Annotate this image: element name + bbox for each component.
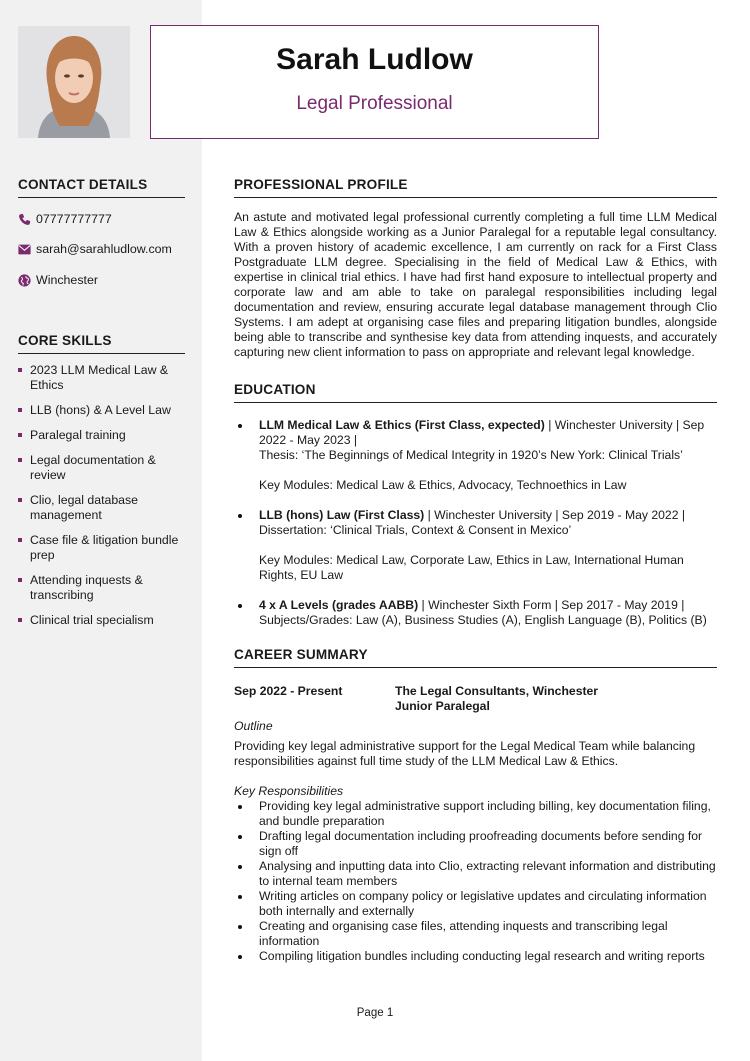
job-employer: The Legal Consultants, Winchester bbox=[395, 684, 599, 698]
edu-title: LLB (hons) Law (First Class) bbox=[259, 508, 425, 522]
list-item: Drafting legal documentation including proofreading documents before sending for sign off bbox=[234, 829, 717, 859]
list-item: 2023 LLM Medical Law & Ethics bbox=[18, 363, 186, 393]
name-header-box bbox=[150, 25, 599, 139]
location-text: Winchester bbox=[36, 273, 98, 287]
job-title: Junior Paralegal bbox=[395, 699, 490, 713]
email-icon bbox=[18, 243, 31, 256]
outline-text: Providing key legal administrative support for the Legal Medical Team while balancing responsibilities against full time study of the LLM Medical Law & Ethics. bbox=[234, 739, 696, 768]
profile-text: An astute and motivated legal professional currently completing a full time LLM Medical Law & Ethics alongside working as a Junior Paralegal for a reputable legal consultancy. With a proven history of academic excellence, I am currently on rack for a First Class Postgraduate LLM degree. Specialising in the field of Medical Law & Ethics, with expertise in clinical trial ethics. I have had first hand exposure to intellectual property and corporate law and am able to take on paralegal responsibilities including legal documentation and review, ensuring accurate legal database management through Clio Systems. I am adept at organising case files and preparing litigation bundles, alongside being able to transcribe and synthesise key data from attending inquests, and accurately capturing new client information to pass on appropriate and relevant legal knowledge. bbox=[234, 210, 717, 359]
career-heading: CAREER SUMMARY bbox=[234, 646, 717, 668]
skills-list bbox=[18, 363, 186, 638]
job-date: Sep 2022 - Present bbox=[234, 684, 343, 698]
edu-thesis: Thesis: ‘The Beginnings of Medical Integrity in 1920’s New York: Clinical Trials’ bbox=[259, 448, 683, 462]
contact-phone bbox=[18, 212, 112, 227]
phone-icon bbox=[18, 213, 31, 226]
page-number: Page 1 bbox=[356, 1007, 394, 1019]
list-item: Clio, legal database management bbox=[18, 493, 186, 523]
edu-details: | Winchester University | Sep 2022 - May 2023 | bbox=[259, 418, 705, 447]
profile-section bbox=[234, 176, 717, 360]
skills-heading: CORE SKILLS bbox=[18, 332, 185, 354]
responsibilities-label: Key Responsibilities bbox=[234, 784, 344, 798]
list-item: Writing articles on company policy or legislative updates and circulating information both internally and externally bbox=[234, 889, 717, 919]
profile-heading: PROFESSIONAL PROFILE bbox=[234, 176, 717, 198]
list-item: Paralegal training bbox=[18, 428, 186, 443]
candidate-name: Sarah Ludlow bbox=[276, 43, 473, 76]
phone-text[interactable]: 07777777777 bbox=[36, 212, 112, 226]
profile-photo bbox=[18, 26, 130, 138]
list-item: Creating and organising case files, attending inquests and transcribing legal information bbox=[234, 919, 717, 949]
globe-icon bbox=[18, 274, 31, 287]
education-heading: EDUCATION bbox=[234, 381, 717, 403]
contact-location bbox=[18, 273, 98, 288]
list-item bbox=[234, 508, 717, 583]
edu-details: | Winchester Sixth Form | Sep 2017 - May 2019 | bbox=[418, 598, 685, 612]
contact-heading: CONTACT DETAILS bbox=[18, 176, 185, 198]
list-item: Providing key legal administrative support including billing, key documentation filing, and bundle preparation bbox=[234, 799, 717, 829]
candidate-role: Legal Professional bbox=[296, 93, 453, 114]
email-text[interactable]: sarah@sarahludlow.com bbox=[36, 242, 172, 256]
outline-label: Outline bbox=[234, 719, 273, 733]
edu-details: | Winchester University | Sep 2019 - May 2022 | bbox=[424, 508, 686, 522]
list-item: Legal documentation & review bbox=[18, 453, 186, 483]
responsibilities-list bbox=[234, 799, 717, 964]
edu-dissertation: Dissertation: ‘Clinical Trials, Context & Consent in Mexico’ bbox=[259, 523, 572, 537]
edu-title: LLM Medical Law & Ethics (First Class, expected) bbox=[259, 418, 545, 432]
list-item: Analysing and inputting data into Clio, extracting relevant information and distributing to internal team members bbox=[234, 859, 717, 889]
list-item bbox=[234, 598, 717, 628]
list-item: Attending inquests & transcribing bbox=[18, 573, 186, 603]
education-list bbox=[234, 418, 717, 628]
edu-modules: Key Modules: Medical Law & Ethics, Advocacy, Technoethics in Law bbox=[259, 478, 627, 492]
list-item bbox=[234, 418, 717, 493]
list-item: LLB (hons) & A Level Law bbox=[18, 403, 186, 418]
edu-modules: Key Modules: Medical Law, Corporate Law, Ethics in Law, International Human Rights, EU Law bbox=[259, 553, 684, 582]
education-section bbox=[234, 381, 717, 628]
list-item: Compiling litigation bundles including conducting legal research and writing reports bbox=[234, 949, 717, 964]
edu-subjects: Subjects/Grades: Law (A), Business Studies (A), English Language (B), Politics (B) bbox=[259, 613, 707, 627]
contact-email bbox=[18, 242, 172, 257]
job-header bbox=[234, 684, 717, 714]
list-item: Case file & litigation bundle prep bbox=[18, 533, 186, 563]
edu-title: 4 x A Levels (grades AABB) bbox=[259, 598, 419, 612]
career-section bbox=[234, 646, 717, 964]
list-item: Clinical trial specialism bbox=[18, 613, 186, 628]
